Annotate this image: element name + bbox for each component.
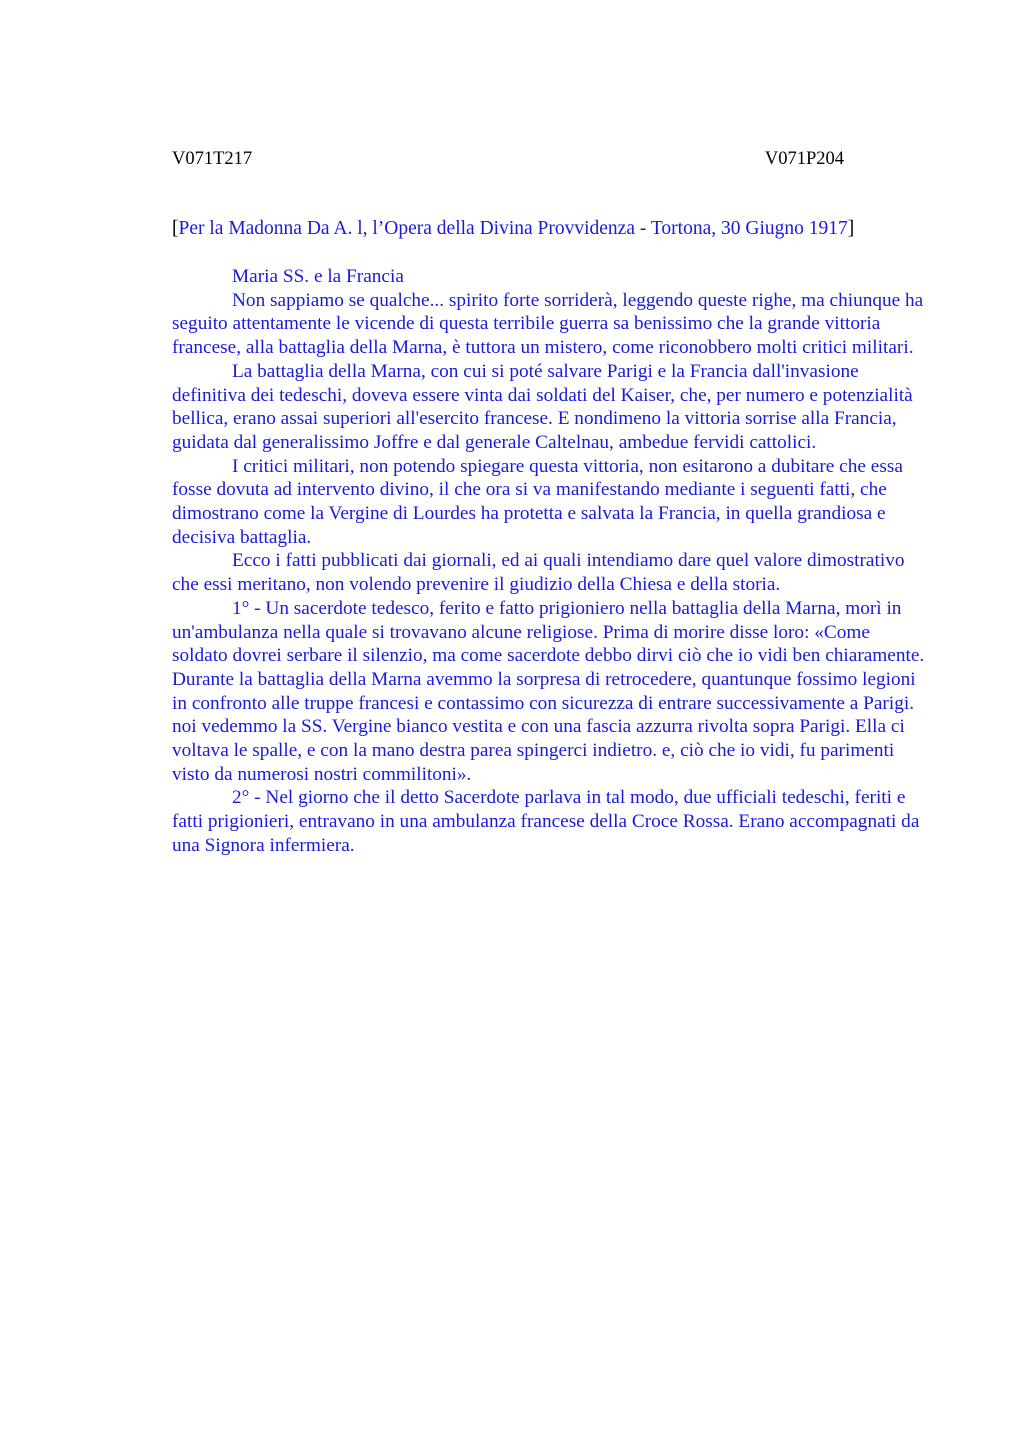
source-citation-text: Per la Madonna Da A. l, l’Opera della Divina Provvidenza - Tortona, 30 Giugno 1917: [178, 218, 848, 239]
article-paragraph: I critici militari, non potendo spiegare questa vittoria, non esitarono a dubitare che essa fosse dovuta ad intervento divino, il che ora si va manifestando mediante i seguenti fatti, che dimostrano come la Vergine di Lourdes ha protetta e salvata la Francia, in quella grandiosa e decisiva battaglia.: [172, 455, 903, 548]
document-code-left: V071T217: [172, 149, 253, 169]
document-header: [172, 146, 844, 172]
article-paragraph: Ecco i fatti pubblicati dai giornali, ed ai quali intendiamo dare quel valore dimostrativo che essi meritano, non volendo prevenire il giudizio della Chiesa e della storia.: [172, 550, 905, 596]
open-bracket: [: [172, 218, 179, 239]
close-bracket: ]: [847, 218, 855, 239]
article-title: Maria SS. e la Francia: [232, 266, 404, 287]
article-paragraph: La battaglia della Marna, con cui si poté salvare Parigi e la Francia dall'invasione definitiva dei tedeschi, doveva essere vinta dai soldati del Kaiser, che, per numero e potenzialità bellica, erano assai superiori all'esercito francese. E nondimeno la vittoria sorrise alla Francia, guidata dal generalissimo Joffre e dal generale Caltelnau, ambedue fervidi cattolici.: [172, 360, 913, 453]
article-body: [172, 265, 928, 858]
article-paragraph: 1° - Un sacerdote tedesco, ferito e fatto prigioniero nella battaglia della Marna, morì in un'ambulanza nella quale si trovavano alcune religiose. Prima di morire disse loro: «Come soldato dovrei serbare il silenzio, ma come sacerdote debbo dirvi ciò che io vidi ben chiaramente. Durante la battaglia della Marna avemmo la sorpresa di retrocedere, quantunque fossimo legioni in confronto alle truppe francesi e contassimo con sicurezza di entrare successivamente a Parigi. noi vedemmo la SS. Vergine bianco vestita e con una fascia azzurra rivolta sopra Parigi. Ella ci voltava le spalle, e con la mano destra parea spingerci indietro. e, ciò che io vidi, fu parimenti visto da numerosi nostri commilitoni».: [172, 597, 925, 785]
source-citation: [172, 216, 932, 242]
article-paragraph: 2° - Nel giorno che il detto Sacerdote parlava in tal modo, due ufficiali tedeschi, feriti e fatti prigionieri, entravano in una ambulanza francese della Croce Rossa. Erano accompagnati da una Signora infermiera.: [172, 787, 920, 856]
document-code-right: V071P204: [764, 149, 844, 169]
article-paragraph: Non sappiamo se qualche... spirito forte sorriderà, leggendo queste righe, ma chiunque ha seguito attentamente le vicende di questa terribile guerra sa benissimo che la grande vittoria francese, alla battaglia della Marna, è tuttora un mistero, come riconobbero molti critici militari.: [172, 289, 924, 359]
